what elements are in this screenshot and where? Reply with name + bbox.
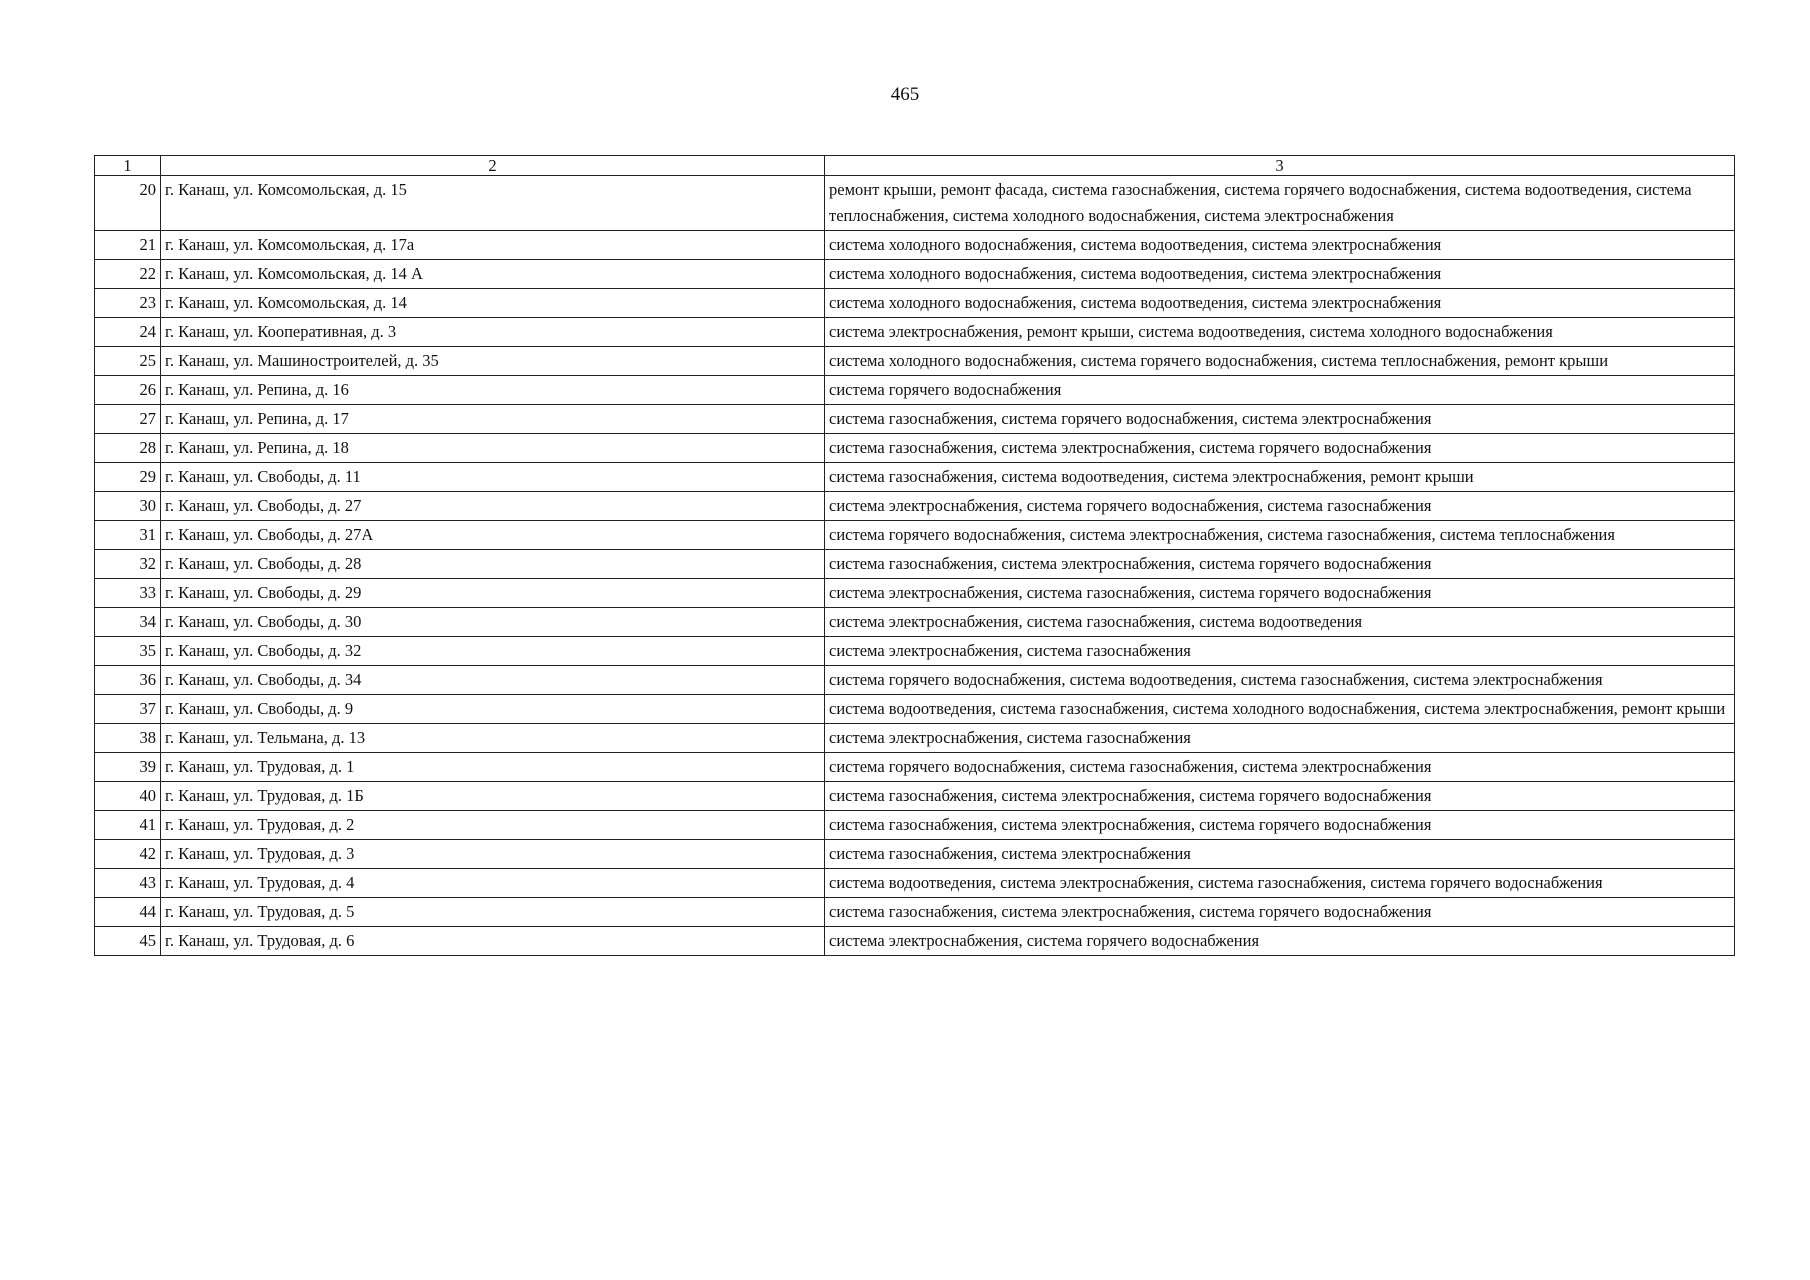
works-cell: система газоснабжения, система электроснабжения, система горячего водоснабжения bbox=[825, 811, 1735, 840]
address-cell: г. Канаш, ул. Свободы, д. 34 bbox=[161, 666, 825, 695]
row-number-cell: 40 bbox=[95, 782, 161, 811]
table-row bbox=[95, 318, 1735, 347]
row-number-cell: 36 bbox=[95, 666, 161, 695]
works-cell: система газоснабжения, система электроснабжения, система горячего водоснабжения bbox=[825, 434, 1735, 463]
table-row bbox=[95, 492, 1735, 521]
table-row bbox=[95, 521, 1735, 550]
works-cell: ремонт крыши, ремонт фасада, система газоснабжения, система горячего водоснабжения, система водоотведения, система теплоснабжения, система холодного водоснабжения, система электроснабжения bbox=[825, 176, 1735, 231]
address-works-table bbox=[94, 155, 1735, 956]
row-number-cell: 37 bbox=[95, 695, 161, 724]
works-cell: система горячего водоснабжения, система газоснабжения, система электроснабжения bbox=[825, 753, 1735, 782]
address-cell: г. Канаш, ул. Свободы, д. 29 bbox=[161, 579, 825, 608]
works-cell: система электроснабжения, система газоснабжения bbox=[825, 724, 1735, 753]
column-header-1: 1 bbox=[95, 156, 161, 176]
works-cell: система холодного водоснабжения, система горячего водоснабжения, система теплоснабжения, ремонт крыши bbox=[825, 347, 1735, 376]
row-number-cell: 26 bbox=[95, 376, 161, 405]
table-header-row bbox=[95, 156, 1735, 176]
row-number-cell: 30 bbox=[95, 492, 161, 521]
table-row bbox=[95, 176, 1735, 231]
address-cell: г. Канаш, ул. Репина, д. 17 bbox=[161, 405, 825, 434]
row-number-cell: 20 bbox=[95, 176, 161, 231]
row-number-cell: 39 bbox=[95, 753, 161, 782]
column-header-2: 2 bbox=[161, 156, 825, 176]
works-cell: система холодного водоснабжения, система водоотведения, система электроснабжения bbox=[825, 289, 1735, 318]
row-number-cell: 33 bbox=[95, 579, 161, 608]
table-row bbox=[95, 376, 1735, 405]
address-cell: г. Канаш, ул. Комсомольская, д. 17а bbox=[161, 231, 825, 260]
address-cell: г. Канаш, ул. Кооперативная, д. 3 bbox=[161, 318, 825, 347]
works-cell: система холодного водоснабжения, система водоотведения, система электроснабжения bbox=[825, 231, 1735, 260]
row-number-cell: 22 bbox=[95, 260, 161, 289]
address-cell: г. Канаш, ул. Трудовая, д. 1 bbox=[161, 753, 825, 782]
row-number-cell: 21 bbox=[95, 231, 161, 260]
table-row bbox=[95, 434, 1735, 463]
row-number-cell: 28 bbox=[95, 434, 161, 463]
works-cell: система газоснабжения, система электроснабжения, система горячего водоснабжения bbox=[825, 550, 1735, 579]
address-cell: г. Канаш, ул. Свободы, д. 32 bbox=[161, 637, 825, 666]
works-cell: система газоснабжения, система электроснабжения, система горячего водоснабжения bbox=[825, 782, 1735, 811]
works-cell: система водоотведения, система газоснабжения, система холодного водоснабжения, система электроснабжения, ремонт крыши bbox=[825, 695, 1735, 724]
works-cell: система газоснабжения, система горячего водоснабжения, система электроснабжения bbox=[825, 405, 1735, 434]
address-cell: г. Канаш, ул. Свободы, д. 27А bbox=[161, 521, 825, 550]
row-number-cell: 38 bbox=[95, 724, 161, 753]
address-cell: г. Канаш, ул. Машиностроителей, д. 35 bbox=[161, 347, 825, 376]
table-row bbox=[95, 579, 1735, 608]
address-cell: г. Канаш, ул. Комсомольская, д. 15 bbox=[161, 176, 825, 231]
table-row bbox=[95, 405, 1735, 434]
row-number-cell: 24 bbox=[95, 318, 161, 347]
works-cell: система электроснабжения, система горячего водоснабжения bbox=[825, 927, 1735, 956]
address-cell: г. Канаш, ул. Трудовая, д. 2 bbox=[161, 811, 825, 840]
works-cell: система газоснабжения, система водоотведения, система электроснабжения, ремонт крыши bbox=[825, 463, 1735, 492]
table-row bbox=[95, 869, 1735, 898]
table-row bbox=[95, 260, 1735, 289]
row-number-cell: 27 bbox=[95, 405, 161, 434]
row-number-cell: 23 bbox=[95, 289, 161, 318]
column-header-3: 3 bbox=[825, 156, 1735, 176]
address-cell: г. Канаш, ул. Свободы, д. 11 bbox=[161, 463, 825, 492]
table-row bbox=[95, 898, 1735, 927]
page-number: 465 bbox=[890, 84, 920, 105]
row-number-cell: 45 bbox=[95, 927, 161, 956]
table-body bbox=[95, 176, 1735, 956]
row-number-cell: 35 bbox=[95, 637, 161, 666]
address-cell: г. Канаш, ул. Репина, д. 16 bbox=[161, 376, 825, 405]
table-row bbox=[95, 840, 1735, 869]
works-cell: система электроснабжения, система газоснабжения, система водоотведения bbox=[825, 608, 1735, 637]
address-cell: г. Канаш, ул. Свободы, д. 28 bbox=[161, 550, 825, 579]
table-row bbox=[95, 608, 1735, 637]
table-row bbox=[95, 811, 1735, 840]
works-cell: система горячего водоснабжения, система электроснабжения, система газоснабжения, система теплоснабжения bbox=[825, 521, 1735, 550]
table-row bbox=[95, 231, 1735, 260]
row-number-cell: 32 bbox=[95, 550, 161, 579]
address-cell: г. Канаш, ул. Трудовая, д. 1Б bbox=[161, 782, 825, 811]
works-cell: система водоотведения, система электроснабжения, система газоснабжения, система горячего водоснабжения bbox=[825, 869, 1735, 898]
table-row bbox=[95, 724, 1735, 753]
works-cell: система электроснабжения, система горячего водоснабжения, система газоснабжения bbox=[825, 492, 1735, 521]
address-cell: г. Канаш, ул. Трудовая, д. 6 bbox=[161, 927, 825, 956]
works-cell: система электроснабжения, система газоснабжения bbox=[825, 637, 1735, 666]
table-row bbox=[95, 289, 1735, 318]
address-cell: г. Канаш, ул. Свободы, д. 27 bbox=[161, 492, 825, 521]
table-row bbox=[95, 347, 1735, 376]
address-cell: г. Канаш, ул. Комсомольская, д. 14 А bbox=[161, 260, 825, 289]
row-number-cell: 44 bbox=[95, 898, 161, 927]
table-row bbox=[95, 637, 1735, 666]
table-row bbox=[95, 666, 1735, 695]
address-cell: г. Канаш, ул. Комсомольская, д. 14 bbox=[161, 289, 825, 318]
table-row bbox=[95, 463, 1735, 492]
works-cell: система горячего водоснабжения bbox=[825, 376, 1735, 405]
address-cell: г. Канаш, ул. Свободы, д. 30 bbox=[161, 608, 825, 637]
table-row bbox=[95, 782, 1735, 811]
row-number-cell: 42 bbox=[95, 840, 161, 869]
works-cell: система электроснабжения, ремонт крыши, система водоотведения, система холодного водоснабжения bbox=[825, 318, 1735, 347]
address-cell: г. Канаш, ул. Трудовая, д. 5 bbox=[161, 898, 825, 927]
row-number-cell: 25 bbox=[95, 347, 161, 376]
works-cell: система горячего водоснабжения, система водоотведения, система газоснабжения, система электроснабжения bbox=[825, 666, 1735, 695]
table-row bbox=[95, 695, 1735, 724]
address-cell: г. Канаш, ул. Трудовая, д. 4 bbox=[161, 869, 825, 898]
works-cell: система электроснабжения, система газоснабжения, система горячего водоснабжения bbox=[825, 579, 1735, 608]
works-cell: система газоснабжения, система электроснабжения, система горячего водоснабжения bbox=[825, 898, 1735, 927]
works-cell: система холодного водоснабжения, система водоотведения, система электроснабжения bbox=[825, 260, 1735, 289]
address-cell: г. Канаш, ул. Свободы, д. 9 bbox=[161, 695, 825, 724]
row-number-cell: 31 bbox=[95, 521, 161, 550]
address-cell: г. Канаш, ул. Репина, д. 18 bbox=[161, 434, 825, 463]
table-row bbox=[95, 753, 1735, 782]
address-cell: г. Канаш, ул. Трудовая, д. 3 bbox=[161, 840, 825, 869]
table-row bbox=[95, 927, 1735, 956]
row-number-cell: 41 bbox=[95, 811, 161, 840]
address-cell: г. Канаш, ул. Тельмана, д. 13 bbox=[161, 724, 825, 753]
row-number-cell: 29 bbox=[95, 463, 161, 492]
table-row bbox=[95, 550, 1735, 579]
row-number-cell: 34 bbox=[95, 608, 161, 637]
row-number-cell: 43 bbox=[95, 869, 161, 898]
works-cell: система газоснабжения, система электроснабжения bbox=[825, 840, 1735, 869]
